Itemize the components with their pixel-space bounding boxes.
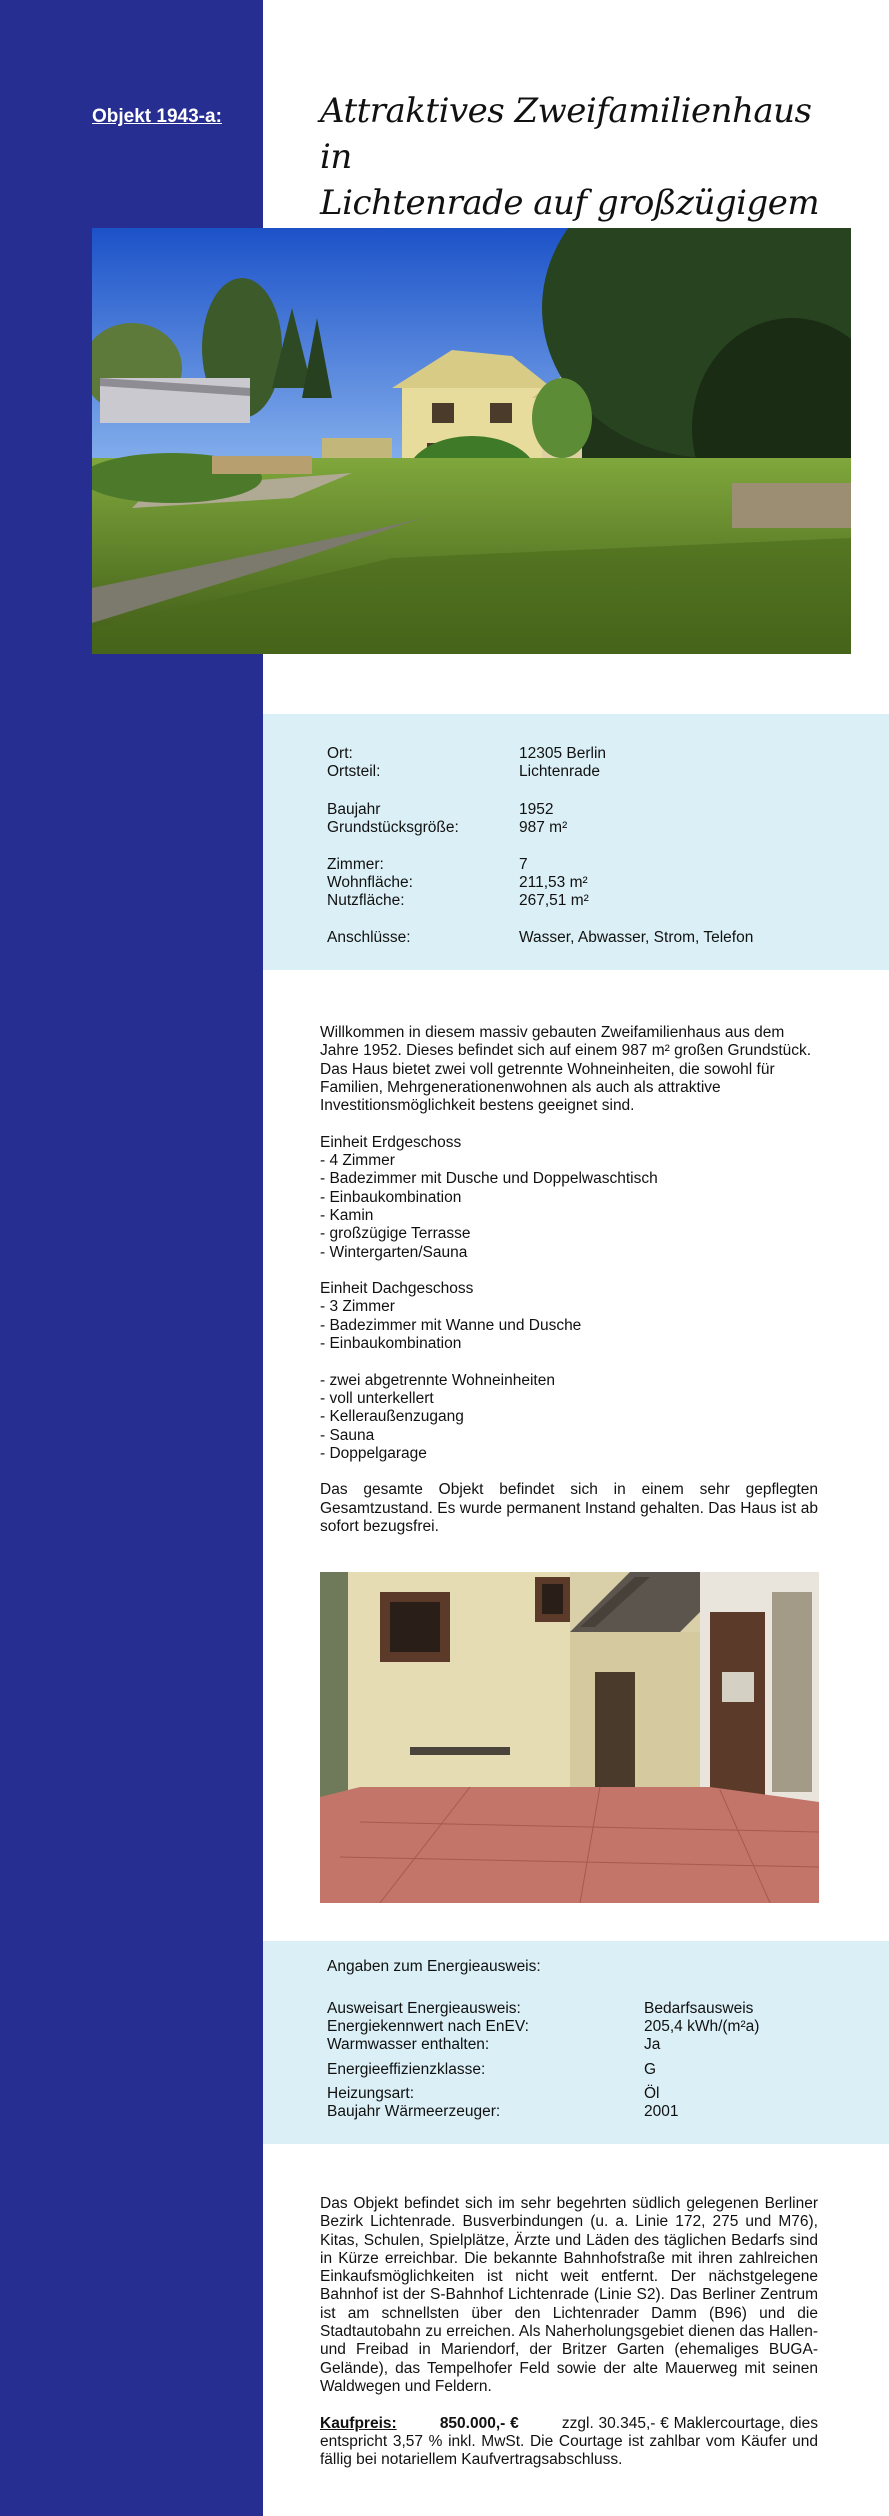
energy-value: 205,4 kWh/(m²a): [644, 2018, 760, 2035]
list-item: - Sauna: [320, 1426, 375, 1444]
fact-label: Anschlüsse:: [327, 929, 411, 946]
dg-title: Einheit Dachgeschoss: [320, 1280, 474, 1298]
energy-label: Warmwasser enthalten:: [327, 2036, 490, 2053]
list-item: - Einbaukombination: [320, 1335, 462, 1353]
fact-value: 1952: [519, 801, 554, 818]
eg-list: [320, 1152, 818, 1262]
fact-label: Nutzfläche:: [327, 892, 405, 909]
fact-value: 211,53 m²: [519, 874, 588, 891]
extra-list: [320, 1372, 818, 1463]
location-section: [320, 2195, 818, 2488]
energy-heading: Angaben zum Energieausweis:: [327, 1958, 541, 1975]
list-item: - Kelleraußenzugang: [320, 1408, 464, 1426]
house-exterior-photo: [92, 228, 851, 654]
list-item: - voll unterkellert: [320, 1389, 434, 1407]
list-item: - Einbaukombination: [320, 1188, 462, 1206]
fact-value: 12305 Berlin: [519, 745, 607, 762]
price-note: zzgl. 30.345,- € Maklercourtage, dies entspricht 3,57 % inkl. MwSt. Die Courtage ist zahlbar vom Käufer und fällig bei notariellem Kaufvertragsabschluss.: [320, 2414, 818, 2469]
energy-label: Heizungsart:: [327, 2085, 415, 2102]
title-line-1: Attraktives Zweifamilienhaus in: [320, 91, 812, 177]
fact-value: 987 m²: [519, 819, 568, 836]
energy-label: Energieeffizienzklasse:: [327, 2061, 486, 2078]
price-label: Kaufpreis:: [320, 2414, 397, 2432]
list-item: - Badezimmer mit Dusche und Doppelwaschtisch: [320, 1170, 658, 1188]
dg-list: [320, 1298, 818, 1353]
object-number: Objekt 1943-a:: [92, 106, 222, 127]
list-item: - 3 Zimmer: [320, 1298, 395, 1316]
fact-label: Zimmer:: [327, 856, 384, 873]
price-block: [320, 2415, 818, 2470]
energy-label: Ausweisart Energieausweis:: [327, 2000, 521, 2017]
list-item: - großzügige Terrasse: [320, 1225, 471, 1243]
fact-label: Grundstücksgröße:: [327, 819, 459, 836]
energy-value: Öl: [644, 2085, 660, 2102]
eg-title: Einheit Erdgeschoss: [320, 1133, 462, 1151]
energy-value: 2001: [644, 2103, 679, 2120]
energy-value: Bedarfsausweis: [644, 2000, 754, 2017]
fact-label: Ortsteil:: [327, 763, 381, 780]
terrace-photo: [320, 1572, 819, 1903]
list-item: - Wintergarten/Sauna: [320, 1243, 468, 1261]
energy-value: G: [644, 2061, 657, 2078]
fact-value: Wasser, Abwasser, Strom, Telefon: [519, 929, 754, 946]
description: [320, 1024, 818, 1555]
list-item: - Kamin: [320, 1206, 374, 1224]
list-item: - 4 Zimmer: [320, 1152, 395, 1170]
price-value: 850.000,- €: [439, 2414, 519, 2432]
fact-value: 7: [519, 856, 528, 873]
condition-text: Das gesamte Objekt befindet sich in einem sehr gepflegten Gesamtzustand. Es wurde permanent Instand gehalten. Das Haus ist ab sofort bezugsfrei.: [320, 1481, 818, 1536]
list-item: - Doppelgarage: [320, 1444, 427, 1462]
fact-value: 267,51 m²: [519, 892, 589, 909]
title-line-2: Lichtenrade auf großzügigem: [320, 183, 820, 223]
list-item: - Badezimmer mit Wanne und Dusche: [320, 1316, 582, 1334]
list-item: - zwei abgetrennte Wohneinheiten: [320, 1371, 555, 1389]
energy-value: Ja: [644, 2036, 661, 2053]
description-intro: Willkommen in diesem massiv gebauten Zweifamilienhaus aus dem Jahre 1952. Dieses befindet sich auf einem 987 m² großen Grundstück. Das Haus bietet zwei voll getrennte Wohneinheiten, die sowohl für Familien, Mehrgenerationenwohnen als auch als attraktive Investitionsmöglichkeit bestens geeignet sind.: [320, 1024, 812, 1115]
energy-label: Baujahr Wärmeerzeuger:: [327, 2103, 501, 2120]
fact-label: Baujahr: [327, 801, 381, 818]
location-text: Das Objekt befindet sich im sehr begehrten südlich gelegenen Berliner Bezirk Lichtenrade. Busverbindungen (u. a. Linie 172, 275 und M76), Kitas, Schulen, Spielplätze, Ärzte und Läden des täglichen Bedarfs sind in Kürze erreichbar. Die bekannte Bahnhofstraße mit ihren zahlreichen Einkaufsmöglichkeiten ist nicht weit entfernt. Der nächstgelegene Bahnhof ist der S-Bahnhof Lichtenrade (Linie S2). Das Berliner Zentrum ist am schnellsten über den Lichtenrader Damm (B96) und die Stadtautobahn zu erreichen. Als Naherholungsgebiet dienen das Hallen- und Freibad in Mariendorf, der Britzer Garten (ehemaliges BUGA-Gelände), das Tempelhofer Feld sowie der alte Mauerweg mit seinen Waldwegen und Feldern.: [320, 2195, 818, 2395]
fact-label: Ort:: [327, 745, 353, 762]
fact-value: Lichtenrade: [519, 763, 601, 780]
energy-label: Energiekennwert nach EnEV:: [327, 2018, 529, 2035]
fact-label: Wohnfläche:: [327, 874, 413, 891]
